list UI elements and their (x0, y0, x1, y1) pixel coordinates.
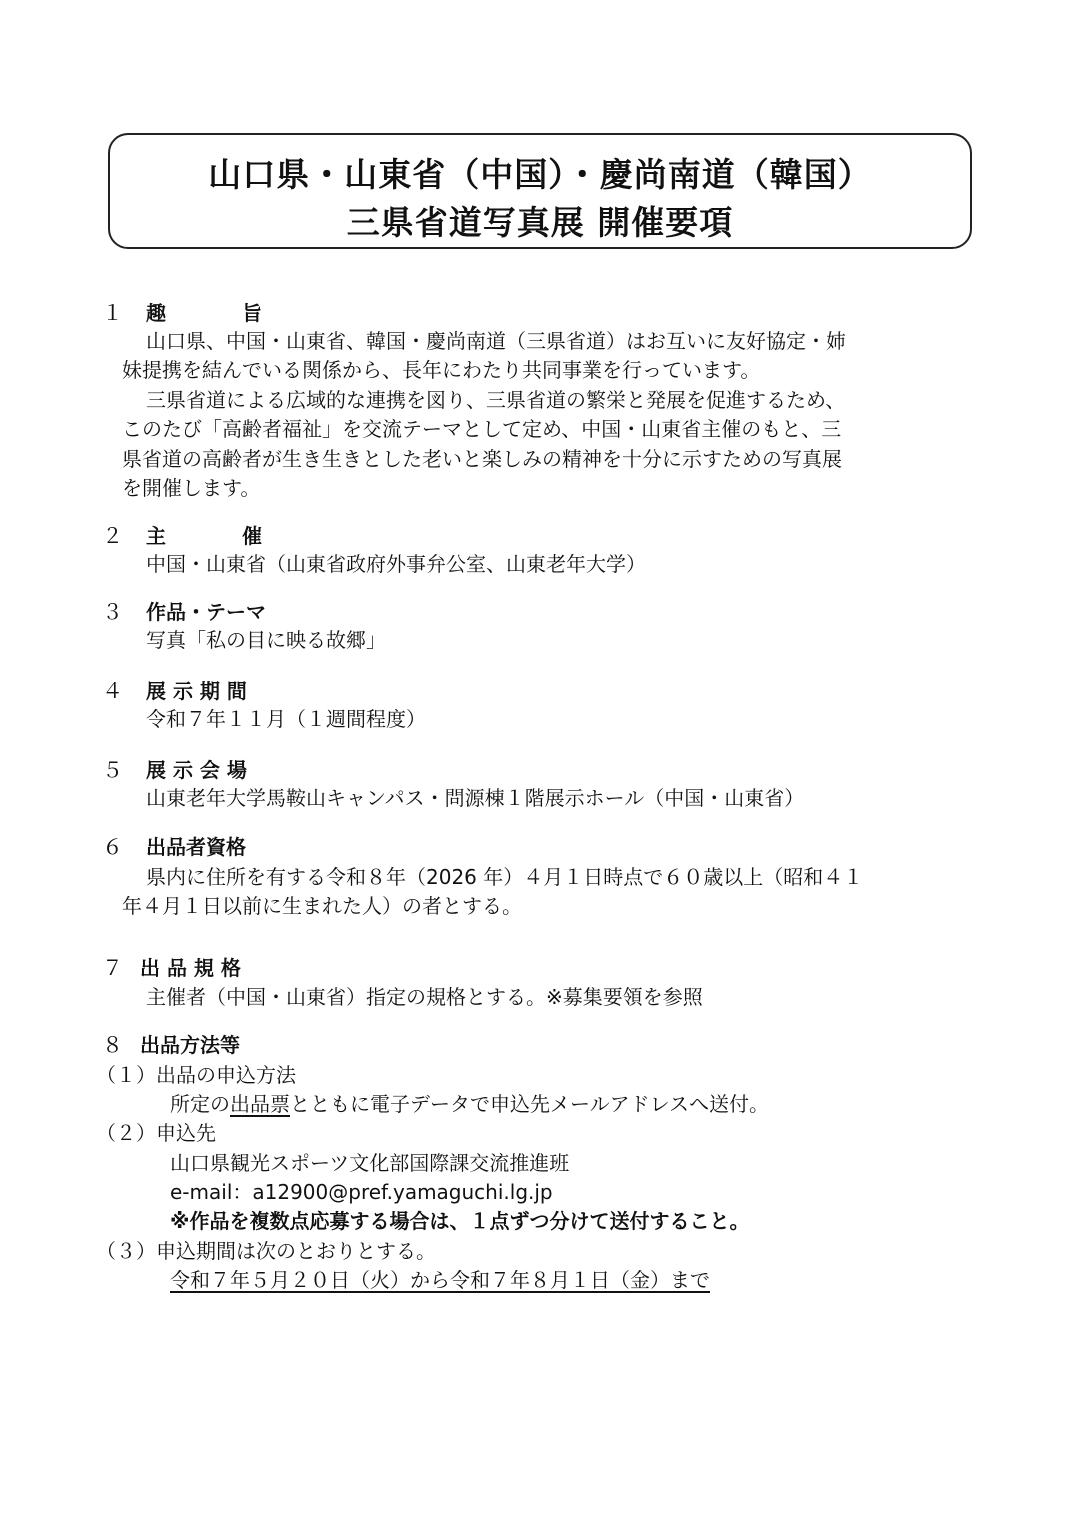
section-4-body: 令和７年１１月（１週間程度） (146, 707, 426, 731)
section-1-number: １ (102, 301, 123, 325)
section-4-heading: 展 示 期 間 (146, 679, 247, 703)
section-1-line: 三県省道による広域的な連携を図り、三県省道の繁栄と発展を促進するため、 (146, 388, 846, 412)
section-4-number: ４ (102, 679, 123, 703)
section-8-heading: 出品方法等 (140, 1033, 240, 1057)
section-3-body: 写真「私の目に映る故郷」 (146, 628, 386, 652)
section-5-body: 山東老年大学馬鞍山キャンパス・問源棟１階展示ホール（中国・山東省） (146, 786, 805, 810)
section-1-line: 山口県、中国・山東省、韓国・慶尚南道（三県省道）はお互いに友好協定・姉 (146, 329, 846, 353)
section-1-line: 県省道の高齢者が生き生きとした老いと楽しみの精神を十分に示すための写真展 (122, 447, 842, 471)
title-line-2: 三県省道写真展 開催要項 (346, 203, 734, 242)
section-1-heading-part1: 趣 (146, 301, 166, 325)
section-7-number: ７ (102, 956, 123, 980)
section-2-heading-part2: 催 (242, 524, 262, 548)
section-7-body: 主催者（中国・山東省）指定の規格とする。※募集要領を参照 (146, 985, 703, 1009)
section-1-heading-part2: 旨 (242, 301, 262, 325)
entry-form-link[interactable]: 出品票 (230, 1092, 290, 1116)
section-5-number: ５ (102, 758, 123, 782)
section-7-heading: 出 品 規 格 (140, 956, 241, 980)
section-2-body: 中国・山東省（山東省政府外事弁公室、山東老年大学） (146, 552, 646, 576)
section-8-item-3-label: （３）申込期間は次のとおりとする。 (96, 1239, 436, 1263)
section-1-line: 妹提携を結んでいる関係から、長年にわたり共同事業を行っています。 (122, 358, 761, 382)
section-6-line: 年４月１日以前に生まれた人）の者とする。 (122, 894, 522, 918)
section-8-item-2-label: （２）申込先 (96, 1121, 216, 1145)
section-8-item-1-body: 所定の出品票とともに電子データで申込先メールアドレスへ送付。 (170, 1092, 769, 1116)
section-3-number: ３ (102, 600, 123, 624)
title-box (108, 133, 972, 249)
section-1-line: を開催します。 (122, 476, 261, 500)
section-8-item-2-email[interactable]: e-mail：a12900@pref.yamaguchi.lg.jp (170, 1180, 553, 1204)
section-8-item-3-period: 令和７年５月２０日（火）から令和７年８月１日（金）まで (170, 1268, 710, 1292)
section-8-number: ８ (102, 1033, 123, 1057)
section-8-item-2-org: 山口県観光スポーツ文化部国際課交流推進班 (170, 1151, 570, 1175)
section-6-line: 県内に住所を有する令和８年（2026 年）４月１日時点で６０歳以上（昭和４１ (146, 865, 864, 889)
section-2-heading-part1: 主 (146, 524, 166, 548)
section-8-item-1-label: （１）出品の申込方法 (96, 1063, 296, 1087)
section-3-heading: 作品・テーマ (146, 600, 266, 624)
section-5-heading: 展 示 会 場 (146, 758, 247, 782)
section-1-line: このたび「高齢者福祉」を交流テーマとして定め、中国・山東省主催のもと、三 (122, 417, 842, 441)
section-6-number: ６ (102, 835, 123, 859)
section-8-item-2-note: ※作品を複数点応募する場合は、１点ずつ分けて送付すること。 (170, 1209, 750, 1233)
title-line-1: 山口県・山東省（中国）・慶尚南道（韓国） (208, 155, 872, 194)
section-2-number: ２ (102, 524, 123, 548)
section-6-heading: 出品者資格 (146, 835, 246, 859)
